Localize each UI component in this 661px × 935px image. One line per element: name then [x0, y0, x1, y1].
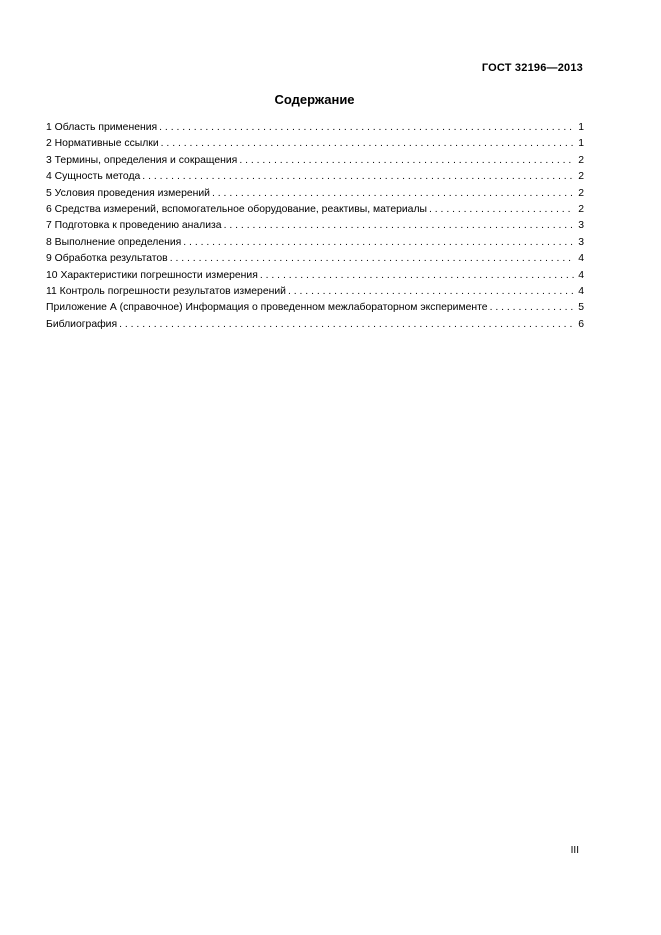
toc-entry-page: 5 — [578, 302, 584, 314]
toc-entry-text: 3 Термины, определения и сокращения — [46, 154, 238, 166]
page-number: III — [570, 845, 579, 856]
toc-entry[interactable] — [46, 186, 584, 202]
toc-entry-text: 2 Нормативные ссылки — [46, 138, 159, 150]
toc-entry-text: 1 Область применения — [46, 122, 158, 133]
toc-entry-text: 4 Сущность метода — [46, 171, 141, 183]
toc-entry[interactable] — [46, 284, 584, 300]
toc-dot-leader — [429, 202, 574, 218]
toc-entry-page: 1 — [578, 138, 584, 150]
toc-entry[interactable] — [46, 235, 584, 251]
toc-entry[interactable] — [46, 218, 584, 234]
toc-dot-leader — [183, 235, 574, 251]
toc-entry-text: 11 Контроль погрешности результатов измерений — [46, 285, 286, 297]
toc-dot-leader — [260, 268, 574, 284]
toc-dot-leader — [170, 251, 575, 267]
toc-entry-page: 2 — [578, 203, 584, 215]
toc-entry-page: 4 — [578, 285, 584, 297]
toc-entry-text: 5 Условия проведения измерений — [46, 187, 210, 199]
toc-entry[interactable] — [46, 136, 584, 152]
toc-entry-text: 6 Средства измерений, вспомогательное оборудование, реактивы, материалы — [46, 203, 427, 215]
toc-dot-leader — [212, 186, 574, 202]
toc-title: Содержание — [274, 92, 355, 107]
toc-dot-leader — [161, 136, 575, 152]
toc-entry[interactable] — [46, 202, 584, 218]
toc-entry[interactable] — [46, 251, 584, 267]
toc-entry[interactable] — [46, 169, 584, 185]
toc-entry-page: 4 — [578, 253, 584, 265]
toc-dot-leader — [119, 317, 574, 333]
toc-entry-text: 7 Подготовка к проведению анализа — [46, 220, 222, 232]
toc-entry-page: 4 — [578, 269, 584, 281]
toc-entry-text: Приложение А (справочное) Информация о проведенном межлабораторном эксперименте — [46, 302, 488, 314]
toc-entry-page: 6 — [578, 318, 584, 330]
toc-entry[interactable] — [46, 153, 584, 169]
toc-entry-page: 3 — [578, 236, 584, 248]
toc-dot-leader — [142, 169, 574, 185]
table-of-contents — [46, 120, 584, 333]
toc-entry-text: Библиография — [46, 318, 118, 330]
toc-dot-leader — [288, 284, 574, 300]
toc-entry-text: 10 Характеристики погрешности измерения — [46, 269, 258, 281]
toc-entry[interactable] — [46, 120, 584, 136]
toc-entry-page: 3 — [578, 220, 584, 232]
toc-entry-text: 8 Выполнение определения — [46, 236, 182, 248]
toc-dot-leader — [490, 300, 575, 316]
toc-entry[interactable] — [46, 300, 584, 316]
toc-entry-page: 2 — [578, 171, 584, 183]
toc-entry[interactable] — [46, 268, 584, 284]
toc-dot-leader — [239, 153, 574, 169]
toc-dot-leader — [224, 218, 575, 234]
toc-entry[interactable] — [46, 317, 584, 333]
toc-entry-text: 9 Обработка результатов — [46, 253, 168, 265]
toc-entry-page: 2 — [578, 187, 584, 199]
document-code: ГОСТ 32196—2013 — [481, 62, 583, 74]
toc-dot-leader — [159, 120, 574, 136]
toc-entry-page: 2 — [578, 154, 584, 166]
toc-entry-page: 1 — [578, 122, 584, 133]
